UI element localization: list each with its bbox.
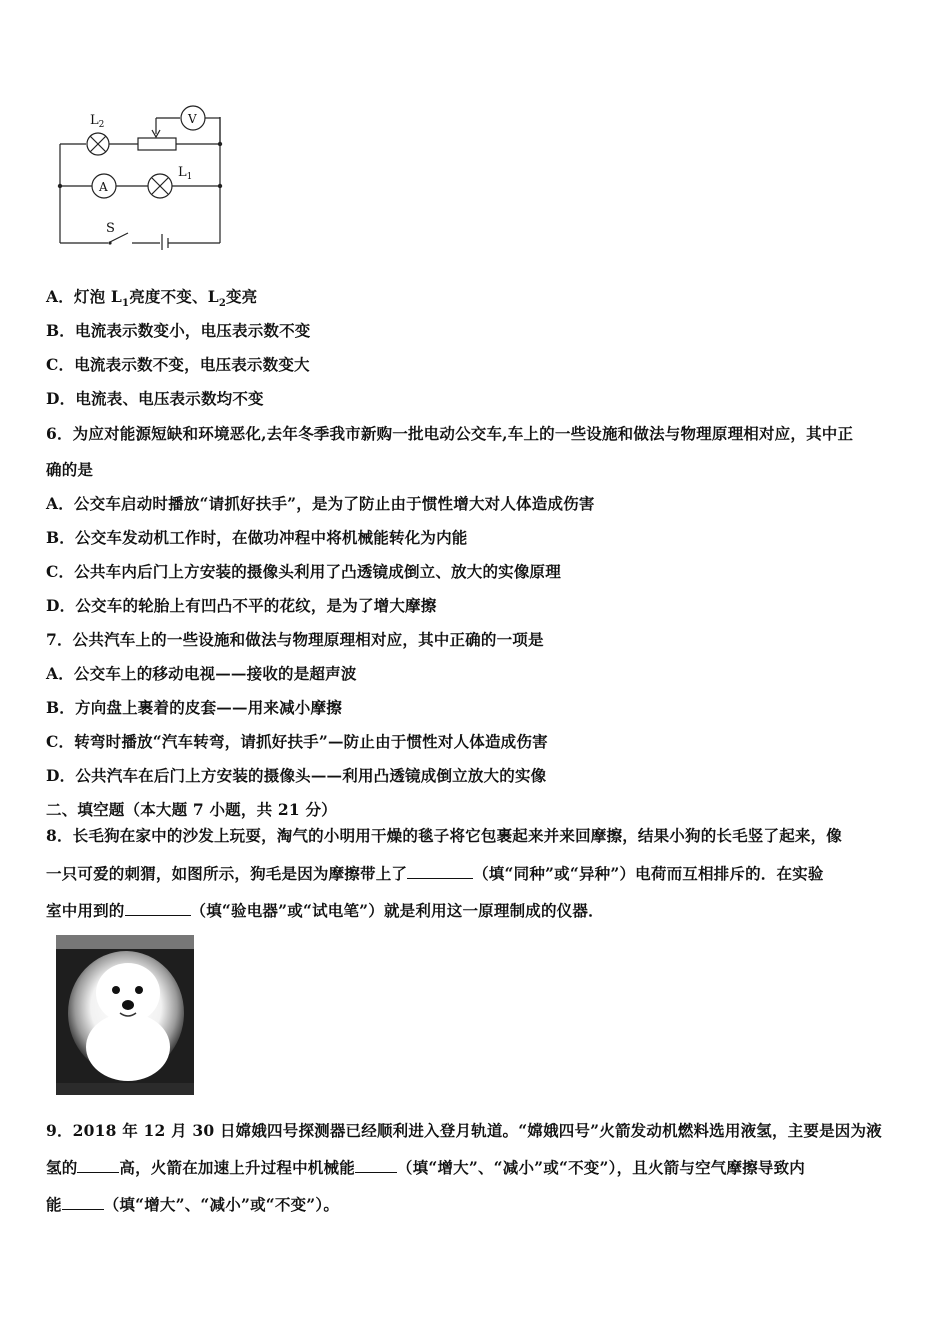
q6-option-c: C．公共车内后门上方安装的摄像头利用了凸透镜成倒立、放大的实像原理	[46, 562, 561, 581]
q8-line3: 室中用到的 （填“验电器”或“试电笔”）就是利用这一原理制成的仪器．	[46, 901, 604, 920]
label-voltmeter: V	[188, 112, 197, 126]
q7-option-d: D．公共汽车在后门上方安装的摄像头——利用凸透镜成倒立放大的实像	[46, 766, 547, 785]
q5-option-c: C．电流表示数不变，电压表示数变大	[46, 355, 310, 374]
q7-option-b: B．方向盘上裹着的皮套——用来减小摩擦	[46, 698, 342, 717]
q9-line2: 氢的 高，火箭在加速上升过程中机械能 （填“增大”、“减小”或“不变”），且火箭与空气摩擦导致内	[46, 1158, 805, 1177]
q7-option-c: C．转弯时播放“汽车转弯，请抓好扶手”—防止由于惯性对人体造成伤害	[46, 732, 548, 751]
q8-line2: 一只可爱的刺猬，如图所示，狗毛是因为摩擦带上了 （填“同种”或“异种”）电荷而互相排斥的．在实验	[46, 864, 824, 883]
section-title: 二、填空题（本大题 7 小题，共 21 分）	[46, 800, 337, 819]
q6-option-b: B．公交车发动机工作时，在做功冲程中将机械能转化为内能	[46, 528, 468, 547]
label-ammeter: A	[99, 180, 108, 194]
q5-option-b: B．电流表示数变小，电压表示数不变	[46, 321, 311, 340]
q7-option-a: A．公交车上的移动电视——接收的是超声波	[46, 664, 357, 683]
q8-blank-1[interactable]	[407, 864, 473, 879]
q6-option-a: A．公交车启动时播放“请抓好扶手”，是为了防止由于惯性增大对人体造成伤害	[46, 494, 595, 513]
q7-stem: 7．公共汽车上的一些设施和做法与物理原理相对应，其中正确的一项是	[46, 630, 544, 649]
q5-option-d: D．电流表、电压表示数均不变	[46, 389, 264, 408]
q9-blank-1[interactable]	[77, 1158, 119, 1173]
q9-line3: 能 （填“增大”、“减小”或“不变”）。	[46, 1195, 340, 1214]
q9-blank-3[interactable]	[62, 1195, 104, 1210]
q8-blank-2[interactable]	[125, 901, 191, 916]
label-switch: S	[106, 221, 115, 236]
q9-line1: 9．2018 年 12 月 30 日嫦娥四号探测器已经顺利进入登月轨道。“嫦娥四号”火箭发动机燃料选用液氢，主要是因为液	[46, 1121, 882, 1140]
q6-option-d: D．公交车的轮胎上有凹凸不平的花纹，是为了增大摩擦	[46, 596, 437, 615]
q9-blank-2[interactable]	[355, 1158, 397, 1173]
q6-stem-line2: 确的是	[46, 460, 94, 479]
fluffy-dog-image	[56, 935, 194, 1095]
q5-option-a: A．灯泡 $L_1$亮度不变、$L_2$变亮	[46, 287, 258, 310]
q6-stem-line1: 6．为应对能源短缺和环境恶化,去年冬季我市新购一批电动公交车,车上的一些设施和做法与物理原理相对应，其中正	[46, 424, 854, 443]
circuit-diagram	[52, 100, 232, 250]
q8-line1: 8．长毛狗在家中的沙发上玩耍，淘气的小明用干燥的毯子将它包裹起来并来回摩擦，结果小狗的长毛竖了起来，像	[46, 826, 842, 845]
label-l1: $L_1$	[178, 165, 193, 182]
label-l2: $L_2$	[90, 113, 105, 130]
